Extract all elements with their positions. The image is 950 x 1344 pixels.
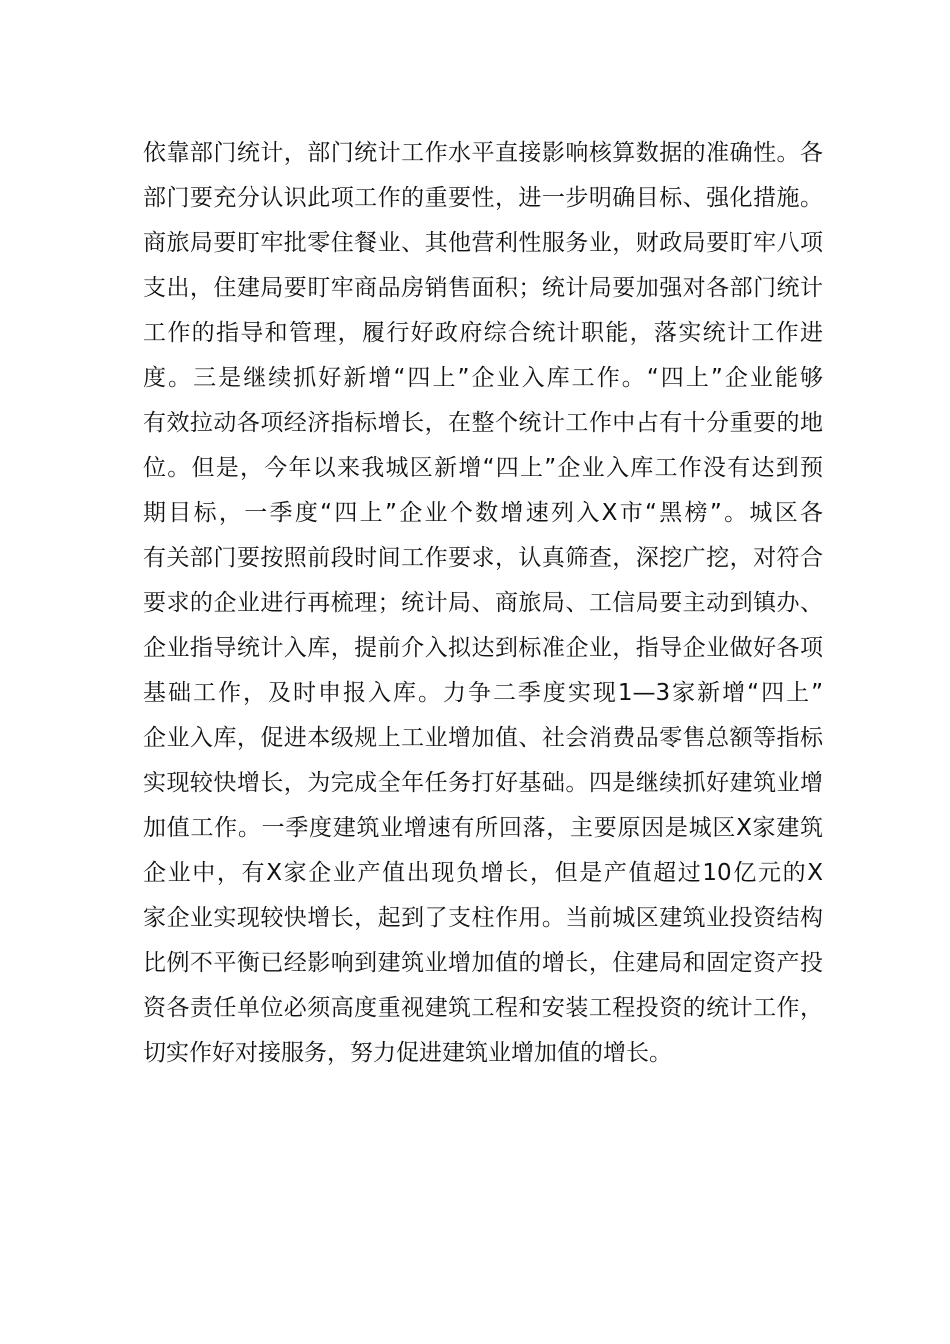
text-line: 位。但是，今年以来我城区新增“四上”企业入库工作没有达到预: [143, 455, 823, 481]
body-paragraph: [143, 131, 823, 1076]
text-line: 有关部门要按照前段时间工作要求，认真筛查，深挖广挖，对符合: [143, 545, 823, 571]
text-line: 比例不平衡已经影响到建筑业增加值的增长，住建局和固定资产投: [143, 950, 823, 976]
text-line: 要求的企业进行再梳理；统计局、商旅局、工信局要主动到镇办、: [143, 590, 823, 616]
text-line: 家企业实现较快增长，起到了支柱作用。当前城区建筑业投资结构: [143, 905, 823, 931]
text-line: 度。三是继续抓好新增“四上”企业入库工作。“四上”企业能够: [143, 365, 823, 391]
text-line: 实现较快增长，为完成全年任务打好基础。四是继续抓好建筑业增: [143, 770, 823, 796]
text-line: 企业入库，促进本级规上工业增加值、社会消费品零售总额等指标: [143, 725, 823, 751]
text-line: 部门要充分认识此项工作的重要性，进一步明确目标、强化措施。: [143, 185, 823, 211]
text-line: 商旅局要盯牢批零住餐业、其他营利性服务业，财政局要盯牢八项: [143, 230, 823, 256]
text-line: 依靠部门统计，部门统计工作水平直接影响核算数据的准确性。各: [143, 140, 823, 166]
text-line: 加值工作。一季度建筑业增速有所回落，主要原因是城区X家建筑: [143, 815, 823, 841]
text-line: 支出，住建局要盯牢商品房销售面积；统计局要加强对各部门统计: [143, 275, 823, 301]
text-line: 企业中，有X家企业产值出现负增长，但是产值超过10亿元的X: [143, 860, 823, 886]
text-line: 有效拉动各项经济指标增长，在整个统计工作中占有十分重要的地: [143, 410, 823, 436]
text-line: 期目标，一季度“四上”企业个数增速列入X市“黑榜”。城区各: [143, 500, 823, 526]
text-line: 切实作好对接服务，努力促进建筑业增加值的增长。: [143, 1040, 672, 1066]
text-line: 工作的指导和管理，履行好政府综合统计职能，落实统计工作进: [143, 320, 823, 346]
text-line: 资各责任单位必须高度重视建筑工程和安装工程投资的统计工作，: [143, 995, 823, 1021]
text-line: 基础工作，及时申报入库。力争二季度实现1—3家新增“四上”: [143, 680, 823, 706]
text-line: 企业指导统计入库，提前介入拟达到标准企业，指导企业做好各项: [143, 635, 823, 661]
